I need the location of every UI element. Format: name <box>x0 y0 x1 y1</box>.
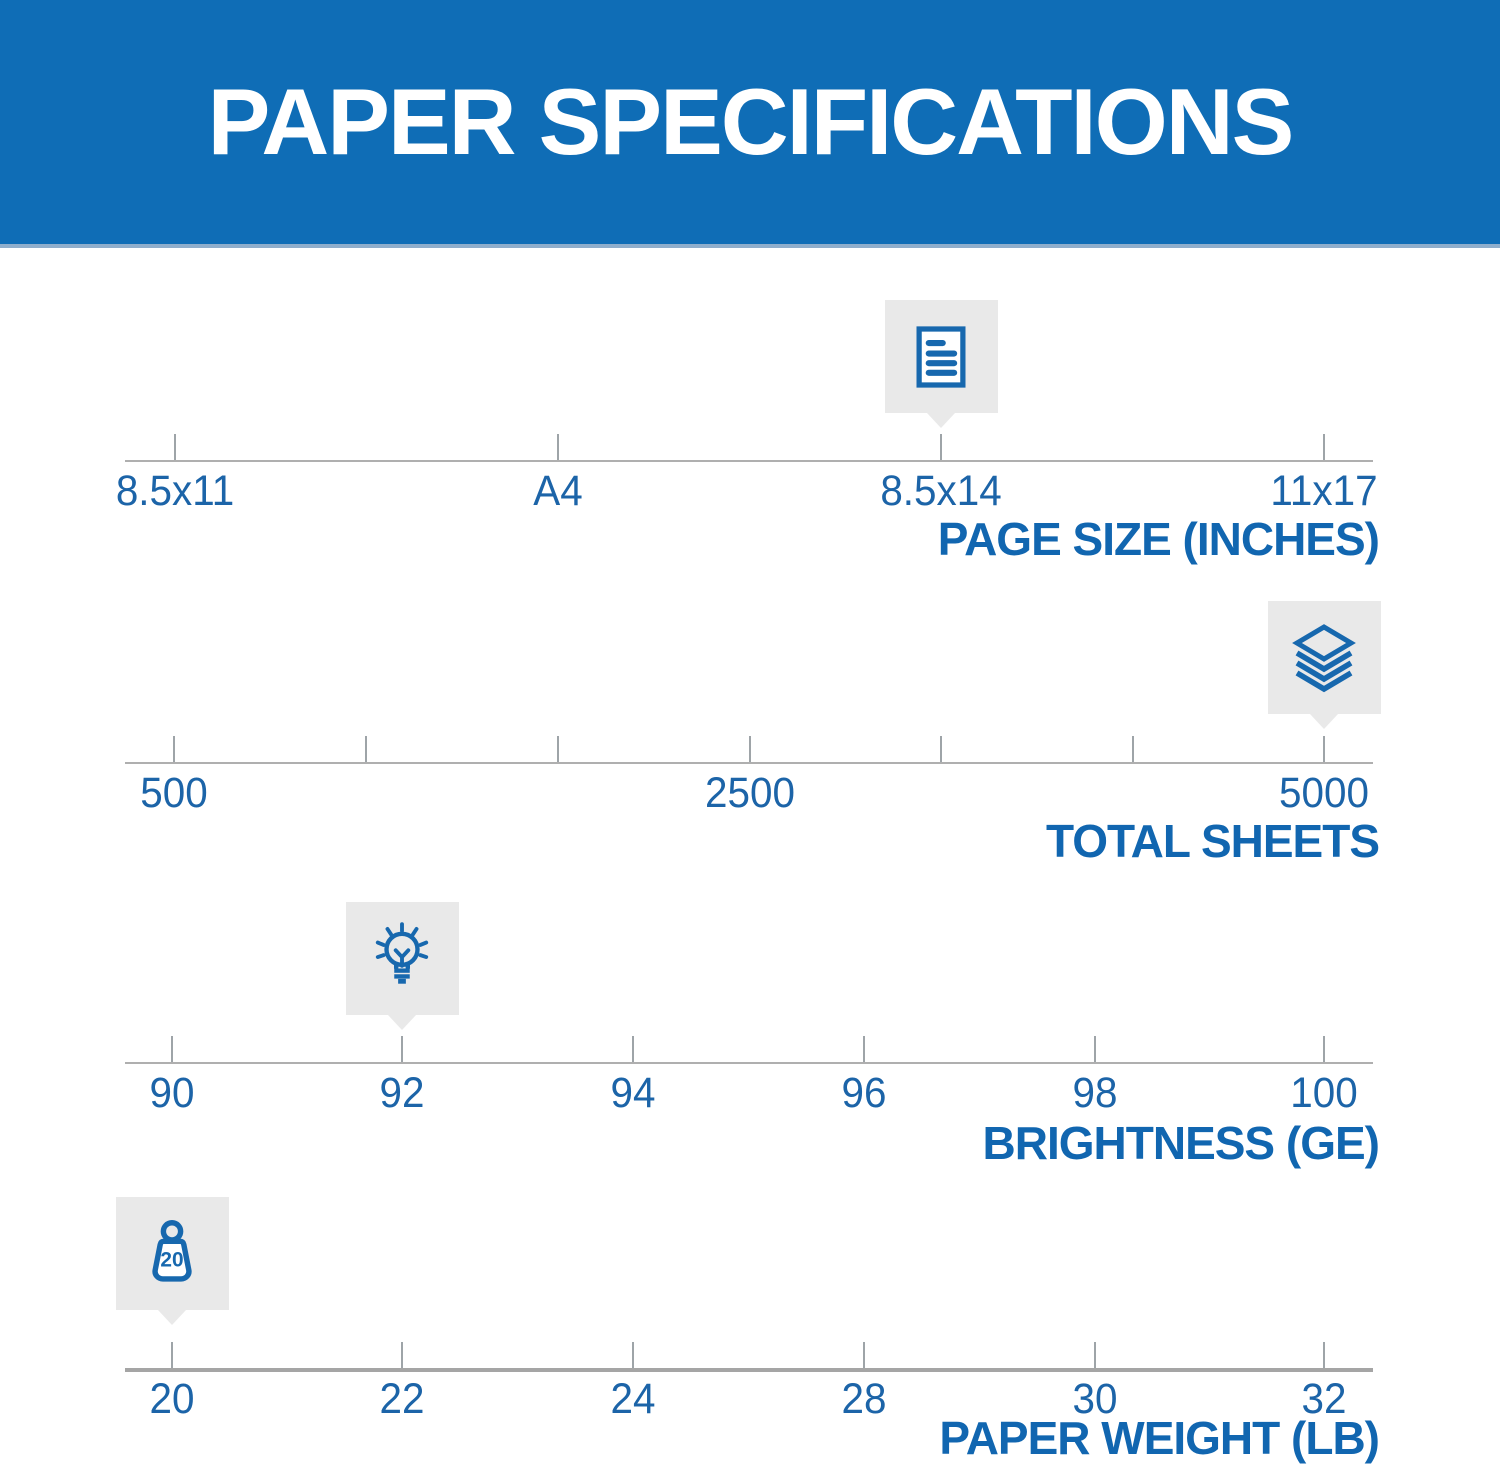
tick-mark <box>940 736 942 762</box>
page-size-scale-line <box>125 460 1373 462</box>
tick-mark <box>749 736 751 762</box>
tick-mark <box>1094 1036 1096 1062</box>
marker-brightness <box>346 902 459 1015</box>
document-icon <box>913 324 969 390</box>
brightness-title: BRIGHTNESS (GE) <box>982 1117 1379 1169</box>
tick-label: 94 <box>610 1069 656 1117</box>
tick-label: 11x17 <box>1270 467 1378 515</box>
tick-label: 96 <box>841 1069 887 1117</box>
marker-pointer <box>1310 714 1338 729</box>
total-sheets-title: TOTAL SHEETS <box>1045 815 1379 867</box>
marker-pointer <box>927 413 955 428</box>
tick-mark <box>1323 434 1325 460</box>
tick-mark <box>940 434 942 460</box>
tick-label: 22 <box>379 1375 425 1423</box>
tick-mark <box>171 1342 173 1368</box>
tick-label: 5000 <box>1279 769 1370 817</box>
tick-mark <box>171 1036 173 1062</box>
tick-label: 92 <box>379 1069 425 1117</box>
tick-label: 90 <box>149 1069 195 1117</box>
tick-mark <box>365 736 367 762</box>
tick-label: 24 <box>610 1375 656 1423</box>
tick-mark <box>632 1342 634 1368</box>
weight-badge-label: 20 <box>160 1248 185 1272</box>
paper-weight-title: PAPER WEIGHT (LB) <box>939 1412 1379 1464</box>
tick-mark <box>1094 1342 1096 1368</box>
total-sheets-scale-line <box>125 762 1373 764</box>
tick-mark <box>173 736 175 762</box>
tick-label: 500 <box>139 769 208 817</box>
marker-pointer <box>388 1015 416 1030</box>
tick-mark <box>174 434 176 460</box>
tick-mark <box>557 434 559 460</box>
tick-mark <box>863 1342 865 1368</box>
tick-mark <box>632 1036 634 1062</box>
marker-page-size <box>885 300 998 413</box>
tick-mark <box>401 1036 403 1062</box>
marker-total-sheets <box>1268 601 1381 714</box>
tick-label: A4 <box>533 467 583 515</box>
lightbulb-icon <box>371 922 433 996</box>
tick-label: 8.5x11 <box>115 467 235 515</box>
paper-stack-icon <box>1292 621 1356 695</box>
tick-label: 2500 <box>705 769 796 817</box>
brightness-scale-line <box>125 1062 1373 1064</box>
tick-mark <box>557 736 559 762</box>
weight-icon <box>143 1218 201 1290</box>
tick-mark <box>401 1342 403 1368</box>
tick-mark <box>1323 1342 1325 1368</box>
tick-label: 98 <box>1072 1069 1118 1117</box>
marker-paper-weight <box>116 1197 229 1310</box>
tick-label: 32 <box>1301 1375 1347 1423</box>
tick-label: 8.5x14 <box>880 467 1002 515</box>
header-banner <box>0 0 1500 248</box>
tick-label: 100 <box>1290 1069 1359 1117</box>
marker-pointer <box>158 1310 186 1325</box>
page-size-title: PAGE SIZE (INCHES) <box>937 513 1379 565</box>
tick-mark <box>863 1036 865 1062</box>
paper-weight-scale-line <box>125 1368 1373 1372</box>
tick-label: 30 <box>1072 1375 1118 1423</box>
tick-label: 20 <box>149 1375 195 1423</box>
tick-mark <box>1132 736 1134 762</box>
page-title: PAPER SPECIFICATIONS <box>207 69 1293 174</box>
tick-label: 28 <box>841 1375 887 1423</box>
tick-mark <box>1323 736 1325 762</box>
tick-mark <box>1323 1036 1325 1062</box>
